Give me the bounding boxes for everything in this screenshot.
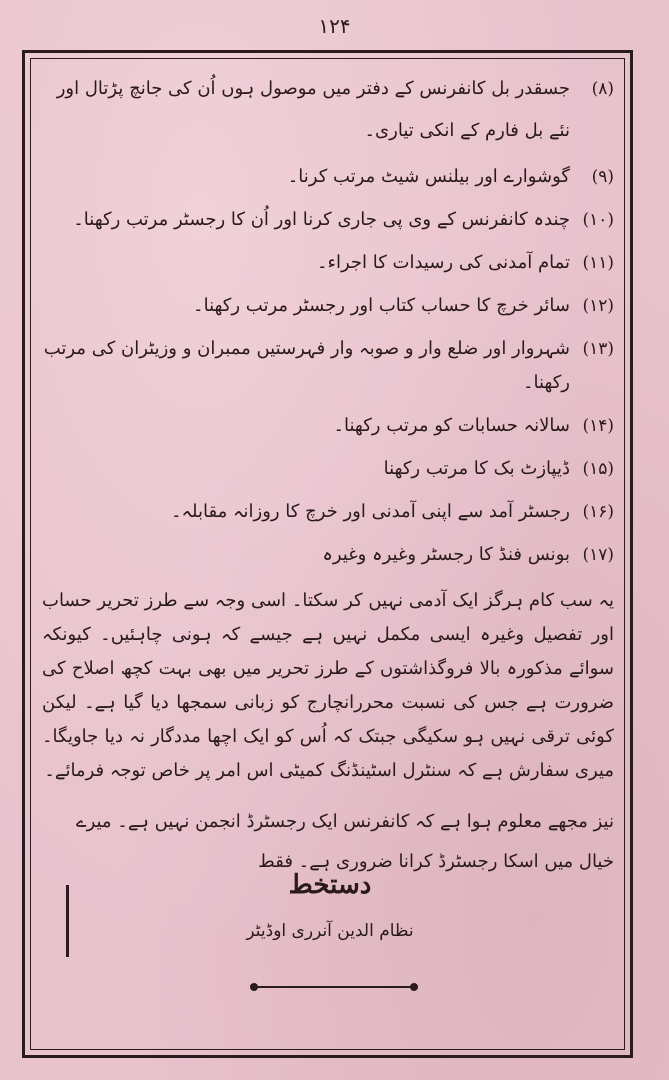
item-number: (۱۵) [582,459,614,479]
item-number: (۱۷) [582,545,614,565]
list-item [42,538,614,572]
item-text: جسقدر بل کانفرنس کے دفتر میں موصول ہوں اُن کی جانچ پڑتال اور نئے بل فارم کے انکی تیاری۔ [56,78,570,141]
list-item [42,332,614,400]
item-text: تمام آمدنی کی رسیدات کا اجراء۔ [316,252,570,273]
list-item [42,68,614,152]
item-text: بونس فنڈ کا رجسٹر وغیرہ وغیرہ [322,544,570,565]
item-text: ڈیپازٹ بک کا مرتب رکھنا [383,458,570,479]
list-item [42,246,614,280]
signature-heading: دستخط [288,870,372,900]
item-number: (۱۱) [582,253,614,273]
list-item [42,452,614,486]
item-text: سائر خرچ کا حساب کتاب اور رجسٹر مرتب رکھنا۔ [193,295,570,316]
item-number: (۱۶) [582,502,614,522]
item-text: چندہ کانفرنس کے وی پی جاری کرنا اور اُن کا رجسٹر مرتب رکھنا۔ [73,209,570,230]
page-number: ۱۲۴ [318,14,351,38]
body-paragraph: نیز مجھے معلوم ہوا ہے کہ کانفرنس ایک رجسٹرڈ انجمن نہیں ہے۔ میرے خیال میں اسکا رجسٹرڈ کرانا ضروری ہے۔ فقط [76,811,614,872]
item-text: شہروار اور ضلع وار و صوبہ وار فہرستیں ممبران و وزیٹران کی مرتب رکھنا۔ [43,338,570,393]
item-text: گوشوارے اور بیلنس شیٹ مرتب کرنا۔ [287,166,570,187]
list-item [42,495,614,529]
item-number: (۱۳) [582,339,614,359]
item-text: رجسٹر آمد سے اپنی آمدنی اور خرچ کا روزانہ مقابلہ۔ [170,501,570,522]
item-number: (۹) [591,167,614,187]
list-item [42,409,614,443]
closing-rule [254,986,414,988]
body-paragraph: یہ سب کام ہرگز ایک آدمی نہیں کر سکتا۔ اسی وجہ سے طرز تحریر حساب اور تفصیل وغیرہ ایسی مکمل نہیں ہے جیسے کہ ہونی چاہئیں۔ کیونکہ سوائے مذکورہ بالا فروگذاشتوں کے طرز تحریر میں بھی بہت کچھ اصلاح کی ضرورت ہے جس کی نسبت محررانچارج کو زبانی سمجھا دیا گیا ہے۔ لیکن کوئی ترقی نہیں ہو سکیگی جبتک کہ اُس کو ایک اچھا مددگار نہ دیا جاویگا۔ میری سفارش ہے کہ سنٹرل اسٹینڈنگ کمیٹی اس امر پر خاص توجہ فرمائے۔ [42,590,614,781]
list-item [42,160,614,194]
list-item [42,289,614,323]
rule-ornament [410,983,418,991]
page-content [42,68,614,900]
item-number: (۱۲) [582,296,614,316]
list-item [42,203,614,237]
item-number: (۸) [591,79,614,99]
item-number: (۱۰) [582,210,614,230]
numbered-list [42,68,614,572]
item-number: (۱۴) [582,416,614,436]
item-text: سالانہ حسابات کو مرتب رکھنا۔ [333,415,570,436]
signature-block [200,868,460,946]
signatory-name: نظام الدین آنرری اوڈیٹر [246,921,414,941]
rule-ornament [250,983,258,991]
